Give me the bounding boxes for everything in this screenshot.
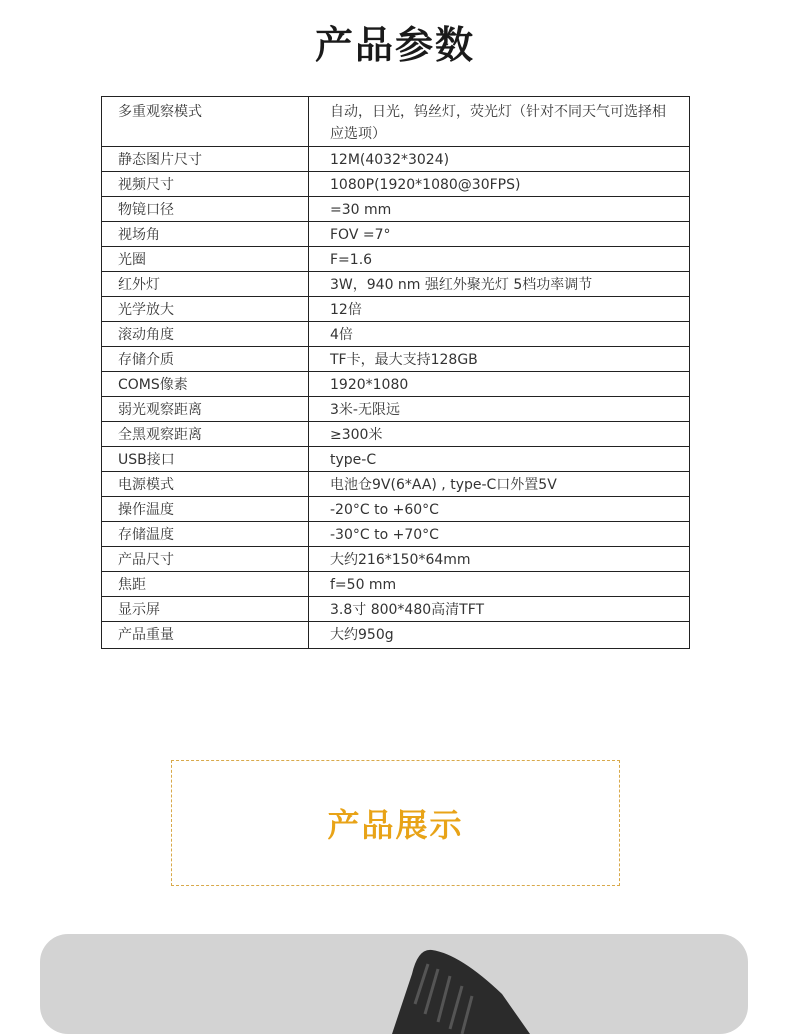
spec-label: 弱光观察距离 xyxy=(102,397,309,422)
table-row xyxy=(102,522,690,547)
spec-label: 电源模式 xyxy=(102,472,309,497)
table-row xyxy=(102,572,690,597)
table-row xyxy=(102,147,690,172)
spec-value: FOV =7° xyxy=(309,222,690,247)
spec-value: 12倍 xyxy=(309,297,690,322)
spec-label: 光学放大 xyxy=(102,297,309,322)
spec-value: -20°C to +60°C xyxy=(309,497,690,522)
spec-value: 4倍 xyxy=(309,322,690,347)
spec-value: 3米-无限远 xyxy=(309,397,690,422)
table-row xyxy=(102,422,690,447)
spec-value: 3W，940 nm 强红外聚光灯 5档功率调节 xyxy=(309,272,690,297)
spec-label: 物镜口径 xyxy=(102,197,309,222)
spec-label: 静态图片尺寸 xyxy=(102,147,309,172)
spec-value: F=1.6 xyxy=(309,247,690,272)
spec-value: 3.8寸 800*480高清TFT xyxy=(309,597,690,622)
spec-value: ≥300米 xyxy=(309,422,690,447)
page-title: 产品参数 xyxy=(314,23,475,67)
spec-value: f=50 mm xyxy=(309,572,690,597)
table-row xyxy=(102,222,690,247)
showcase-title: 产品展示 xyxy=(327,806,464,844)
spec-value: 12M(4032*3024) xyxy=(309,147,690,172)
spec-label: 视频尺寸 xyxy=(102,172,309,197)
spec-label: 存储介质 xyxy=(102,347,309,372)
spec-label: 全黑观察距离 xyxy=(102,422,309,447)
spec-label: 产品尺寸 xyxy=(102,547,309,572)
table-row xyxy=(102,197,690,222)
table-row xyxy=(102,322,690,347)
spec-value: TF卡，最大支持128GB xyxy=(309,347,690,372)
spec-label: USB接口 xyxy=(102,447,309,472)
table-row xyxy=(102,547,690,572)
table-row xyxy=(102,372,690,397)
spec-value: -30°C to +70°C xyxy=(309,522,690,547)
spec-label: 多重观察模式 xyxy=(102,97,309,147)
spec-value: 1920*1080 xyxy=(309,372,690,397)
spec-label: 视场角 xyxy=(102,222,309,247)
product-image xyxy=(40,934,748,1034)
table-row xyxy=(102,397,690,422)
table-row xyxy=(102,247,690,272)
spec-label: 存储温度 xyxy=(102,522,309,547)
table-row xyxy=(102,447,690,472)
spec-label: COMS像素 xyxy=(102,372,309,397)
spec-label: 焦距 xyxy=(102,572,309,597)
spec-table xyxy=(101,96,690,649)
table-row xyxy=(102,97,690,147)
table-row xyxy=(102,472,690,497)
spec-value: 大约950g xyxy=(309,622,690,649)
table-row xyxy=(102,497,690,522)
table-row xyxy=(102,347,690,372)
table-row xyxy=(102,272,690,297)
showcase-banner xyxy=(171,760,620,886)
spec-value: =30 mm xyxy=(309,197,690,222)
spec-label: 滚动角度 xyxy=(102,322,309,347)
spec-value: 大约216*150*64mm xyxy=(309,547,690,572)
spec-label: 操作温度 xyxy=(102,497,309,522)
spec-label: 红外灯 xyxy=(102,272,309,297)
spec-value: type-C xyxy=(309,447,690,472)
product-image-panel xyxy=(40,934,748,1034)
spec-value: 自动，日光，钨丝灯，荧光灯（针对不同天气可选择相应选项） xyxy=(309,97,690,147)
spec-label: 产品重量 xyxy=(102,622,309,649)
table-row xyxy=(102,297,690,322)
spec-label: 光圈 xyxy=(102,247,309,272)
spec-label: 显示屏 xyxy=(102,597,309,622)
table-row xyxy=(102,622,690,649)
spec-value: 电池仓9V(6*AA) , type-C口外置5V xyxy=(309,472,690,497)
table-row xyxy=(102,597,690,622)
table-row xyxy=(102,172,690,197)
spec-value: 1080P(1920*1080@30FPS) xyxy=(309,172,690,197)
